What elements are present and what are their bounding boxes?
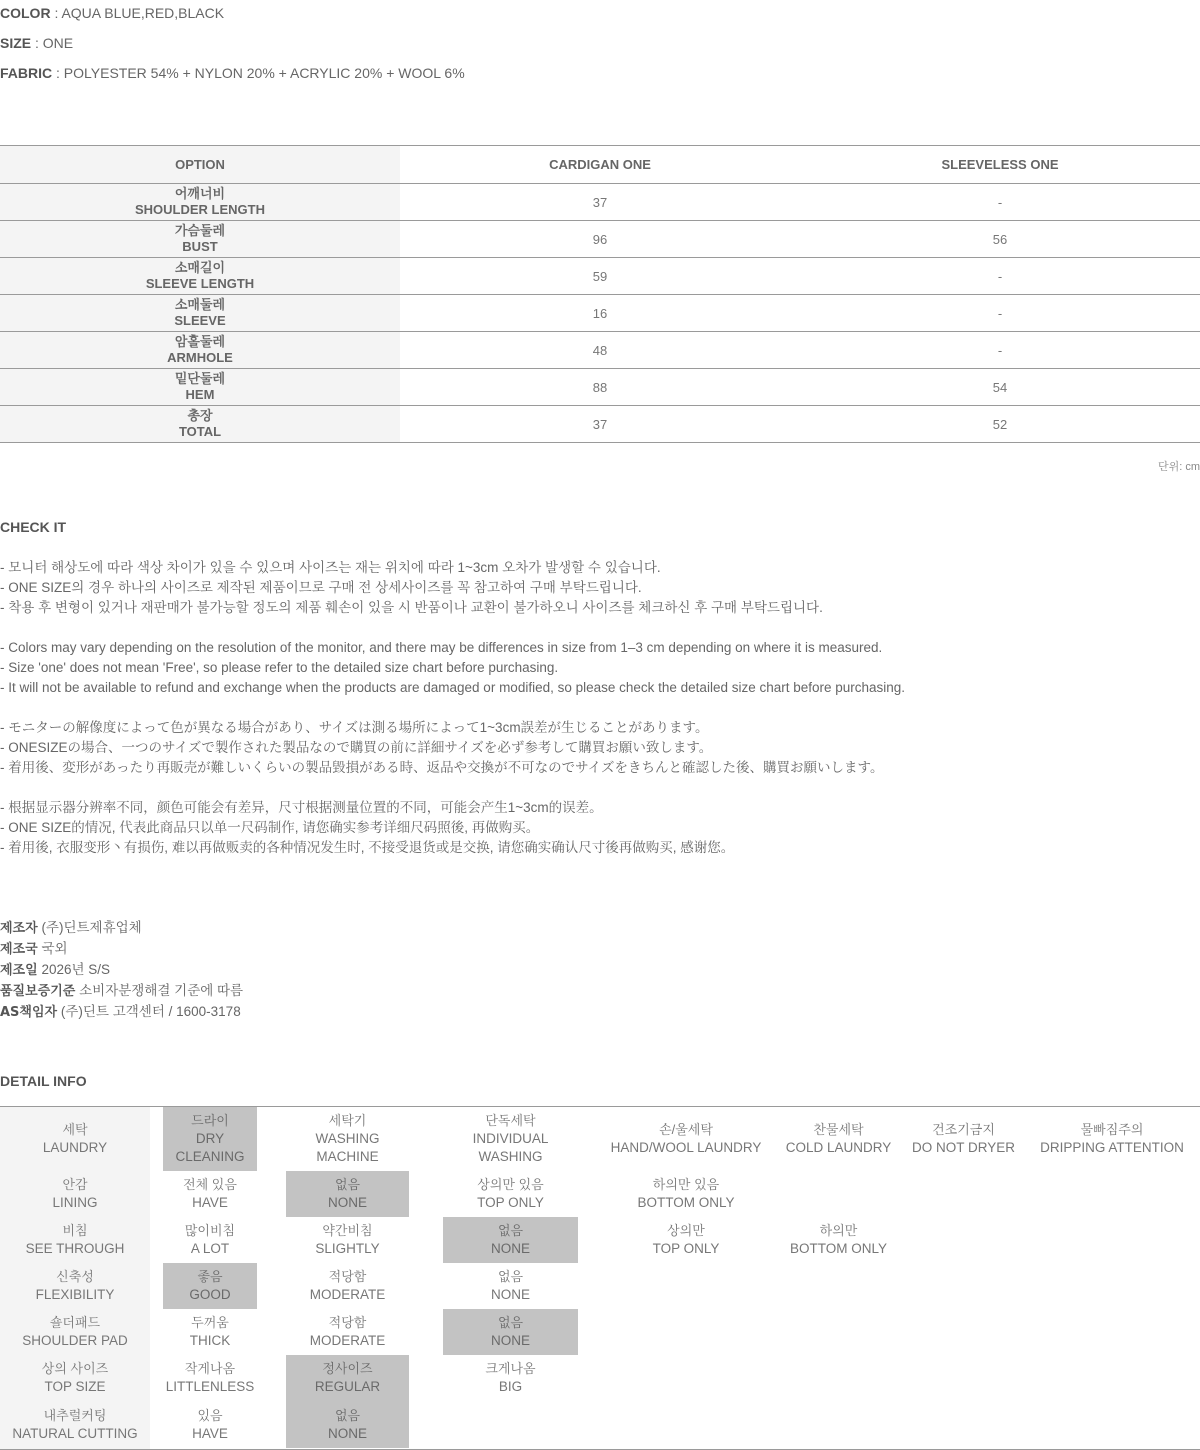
note-gap — [0, 698, 905, 718]
note-gap — [0, 778, 905, 798]
option-ko: 가슴둘레 — [174, 223, 226, 238]
cardigan-value: 88 — [592, 379, 608, 395]
label-ko: 내추럴커팅 — [43, 1407, 107, 1423]
maker-row — [0, 1002, 243, 1023]
check-it-title: CHECK IT — [0, 519, 67, 535]
note-line: - 着用後, 衣服变形丶有损伤, 难以再做贩卖的各种情况发生时, 不接受退货或是交换, 请您确实确认尺寸後再做购买, 感谢您。 — [0, 840, 735, 855]
row-option — [0, 184, 400, 221]
cardigan-value: 37 — [592, 416, 608, 432]
size-table-row — [0, 406, 1200, 443]
maker-label: 제조국 — [0, 942, 38, 957]
detail-option — [286, 1401, 409, 1448]
option-ko: 찬물세탁 — [813, 1122, 864, 1137]
note-line: - 根据显示器分辨率不同，颜色可能会有差异，尺寸根据测量位置的不同，可能会产生1~3cm的误差。 — [0, 800, 603, 815]
option-en: HAVE — [192, 1195, 228, 1210]
option-en: BOTTOM ONLY — [637, 1195, 735, 1210]
maker-label: 품질보증기준 — [0, 984, 76, 999]
size-table-row — [0, 369, 1200, 406]
option-en: NONE — [490, 1333, 530, 1348]
option-en: REGULAR — [314, 1379, 381, 1394]
detail-option — [163, 1263, 257, 1309]
spec-label: COLOR — [0, 5, 51, 21]
note-line: - ONESIZEの場合、一つのサイズで製作された製品なので購買の前に詳細サイズを必ず参考して購買お願い致します。 — [0, 740, 713, 755]
option-ko: 정사이즈 — [322, 1361, 373, 1376]
detail-row-label — [0, 1355, 150, 1401]
maker-row — [0, 918, 243, 939]
row-option — [0, 369, 400, 406]
label-en: SEE THROUGH — [25, 1241, 125, 1256]
option-en: HAVE — [192, 1425, 228, 1441]
option-ko: 건조기금지 — [932, 1122, 995, 1137]
detail-option — [286, 1309, 409, 1355]
option-en: TOTAL — [178, 424, 222, 439]
label-ko: 상의 사이즈 — [41, 1361, 109, 1376]
row-option — [0, 258, 400, 295]
label-en: NATURAL CUTTING — [12, 1425, 138, 1441]
spec-value: : ONE — [31, 35, 74, 51]
row-option — [0, 406, 400, 443]
maker-label: 제조일 — [0, 963, 38, 978]
option-en: BUST — [182, 239, 218, 254]
detail-option — [443, 1217, 578, 1263]
option-ko: 하의만 있음 — [652, 1177, 720, 1192]
detail-option — [606, 1107, 766, 1171]
spec-color — [0, 5, 224, 21]
label-en: LAUNDRY — [42, 1140, 108, 1155]
sleeveless-value: - — [997, 194, 1003, 210]
detail-info-grid — [0, 1106, 1200, 1450]
option-en: NONE — [490, 1287, 530, 1302]
label-ko: 안감 — [62, 1177, 88, 1192]
option-en: HEM — [185, 387, 215, 402]
option-ko: 하의만 — [819, 1223, 858, 1238]
detail-option — [286, 1171, 409, 1217]
detail-option — [443, 1107, 578, 1171]
header-sleeveless: SLEEVELESS ONE — [941, 157, 1059, 172]
note-line: - ONE SIZE의 경우 하나의 사이즈로 제작된 제품이므로 구매 전 상세사이즈를 꼭 참고하여 구매 부탁드립니다. — [0, 580, 642, 595]
sleeveless-value: - — [997, 342, 1003, 358]
note-line: - 모니터 해상도에 따라 색상 차이가 있을 수 있으며 사이즈는 재는 위치에 따라 1~3cm 오차가 발생할 수 있습니다. — [0, 560, 661, 575]
option-ko: 두꺼움 — [191, 1315, 229, 1330]
detail-info-title: DETAIL INFO — [0, 1073, 87, 1089]
option-en: BOTTOM ONLY — [789, 1241, 887, 1256]
sleeveless-value: - — [997, 305, 1003, 321]
note-line: - ONE SIZE的情况, 代表此商品只以单一尺码制作, 请您确实参考详细尺码照後, 再做购买。 — [0, 820, 540, 835]
spec-value: : POLYESTER 54% + NYLON 20% + ACRYLIC 20% + WOOL 6% — [52, 65, 465, 81]
detail-row-label — [0, 1107, 150, 1171]
size-table-row — [0, 221, 1200, 258]
unit-note: 단위: cm — [1157, 461, 1200, 473]
cardigan-value: 48 — [592, 342, 608, 358]
label-en: TOP SIZE — [44, 1379, 106, 1394]
detail-option — [780, 1107, 897, 1171]
option-ko: 단독세탁 — [485, 1113, 536, 1128]
maker-row — [0, 939, 243, 960]
row-option — [0, 221, 400, 258]
maker-row — [0, 981, 243, 1002]
option-ko: 작게나옴 — [184, 1361, 236, 1376]
detail-option — [286, 1217, 409, 1263]
detail-option — [443, 1263, 578, 1309]
size-table-row — [0, 332, 1200, 369]
detail-option — [286, 1355, 409, 1401]
option-ko: 없음 — [334, 1177, 361, 1192]
maker-value: 국외 — [37, 941, 68, 956]
detail-row-label — [0, 1171, 150, 1217]
option-ko: 소매둘레 — [174, 297, 226, 312]
option-en: NONE — [327, 1425, 367, 1441]
option-ko: 총장 — [187, 408, 213, 423]
size-table-row — [0, 184, 1200, 221]
spec-value: : AQUA BLUE,RED,BLACK — [50, 5, 225, 21]
note-line: - Colors may vary depending on the resolution of the monitor, and there may be differences in size from 1–3 cm depending on where it is measured. — [0, 640, 883, 655]
option-ko: 물빠짐주의 — [1080, 1122, 1144, 1137]
label-ko: 세탁 — [62, 1122, 88, 1137]
size-table — [0, 145, 1200, 443]
option-en: SHOULDER LENGTH — [135, 202, 265, 217]
label-ko: 비침 — [62, 1223, 88, 1238]
option-en: SLEEVE — [174, 313, 226, 328]
detail-option — [606, 1217, 766, 1263]
cardigan-value: 96 — [592, 231, 608, 247]
option-ko: 없음 — [334, 1407, 361, 1423]
spec-fabric — [0, 65, 465, 81]
maker-value: 소비자분쟁해결 기준에 따름 — [75, 983, 244, 998]
option-en: TOP ONLY — [652, 1241, 720, 1256]
note-line: - Size 'one' does not mean 'Free', so please refer to the detailed size chart before purchasing. — [0, 660, 559, 675]
maker-label: 제조자 — [0, 921, 38, 936]
detail-option — [163, 1401, 257, 1448]
option-en: BIG — [498, 1379, 523, 1394]
detail-option — [906, 1107, 1021, 1171]
option-ko: 밑단둘레 — [174, 371, 226, 386]
maker-value: (주)딘트제휴업체 — [37, 920, 142, 935]
maker-row — [0, 960, 243, 981]
option-ko: 있음 — [197, 1407, 223, 1423]
detail-option — [163, 1309, 257, 1355]
option-en: NONE — [327, 1195, 367, 1210]
sleeveless-value: 52 — [992, 416, 1008, 432]
label-ko: 숄더패드 — [49, 1315, 101, 1330]
option-ko: 상의만 있음 — [477, 1177, 544, 1192]
note-line: - It will not be available to refund and exchange when the products are damaged or modified, so please check the detailed size chart before purchasing. — [0, 680, 906, 695]
option-en: INDIVIDUAL WASHING — [472, 1131, 549, 1164]
option-en: WASHING MACHINE — [315, 1131, 380, 1164]
cardigan-value: 16 — [592, 305, 608, 321]
row-option — [0, 332, 400, 369]
option-ko: 크게나옴 — [485, 1361, 536, 1376]
check-it-notes — [0, 558, 905, 858]
detail-row-label — [0, 1263, 150, 1309]
header-cardigan: CARDIGAN ONE — [549, 157, 651, 172]
option-en: NONE — [490, 1241, 530, 1256]
option-ko: 없음 — [497, 1315, 524, 1330]
cardigan-value: 59 — [592, 268, 608, 284]
maker-value: (주)딘트 고객센터 / 1600-3178 — [57, 1004, 241, 1019]
sleeveless-value: - — [997, 268, 1003, 284]
option-en: HAND/WOOL LAUNDRY — [610, 1140, 762, 1155]
label-en: SHOULDER PAD — [22, 1333, 128, 1348]
detail-row-label — [0, 1401, 150, 1448]
detail-row-label — [0, 1217, 150, 1263]
spec-label: FABRIC — [0, 65, 53, 81]
sleeveless-value: 54 — [992, 379, 1008, 395]
option-en: MODERATE — [309, 1287, 386, 1302]
spec-size — [0, 35, 73, 51]
detail-row-label — [0, 1309, 150, 1355]
detail-option — [780, 1217, 897, 1263]
sleeveless-value: 56 — [992, 231, 1008, 247]
label-ko: 신축성 — [56, 1269, 94, 1284]
option-ko: 전체 있음 — [183, 1177, 237, 1192]
spec-label: SIZE — [0, 35, 32, 51]
detail-option — [163, 1171, 257, 1217]
option-ko: 암홀둘레 — [174, 334, 226, 349]
maker-info — [0, 918, 243, 1023]
row-option — [0, 295, 400, 332]
note-line: - 着用後、変形があったり再販売が難しいくらいの製品毀損がある時、返品や交換が不可なのでサイズをきちんと確認した後、購買お願いします。 — [0, 760, 884, 775]
option-ko: 없음 — [497, 1269, 524, 1284]
option-ko: 적당함 — [328, 1315, 367, 1330]
detail-option — [1030, 1107, 1194, 1171]
option-en: TOP ONLY — [477, 1195, 544, 1210]
option-en: GOOD — [189, 1287, 231, 1302]
detail-option — [286, 1263, 409, 1309]
detail-option — [606, 1171, 766, 1217]
option-ko: 소매길이 — [174, 260, 226, 275]
option-en: DO NOT DRYER — [911, 1140, 1016, 1155]
option-ko: 적당함 — [328, 1269, 367, 1284]
maker-label: AS책임자 — [0, 1005, 58, 1020]
maker-value: 2026년 S/S — [37, 962, 111, 977]
option-ko: 없음 — [497, 1223, 524, 1238]
option-ko: 어깨너비 — [174, 186, 226, 201]
option-ko: 손/울세탁 — [659, 1122, 713, 1137]
option-ko: 상의만 — [667, 1223, 705, 1238]
option-en: MODERATE — [309, 1333, 386, 1348]
detail-option — [443, 1171, 578, 1217]
note-line: - 착용 후 변형이 있거나 재판매가 불가능할 정도의 제품 훼손이 있을 시 반품이나 교환이 불가하오니 사이즈를 체크하신 후 구매 부탁드립니다. — [0, 600, 823, 615]
header-option: OPTION — [0, 146, 400, 184]
option-ko: 약간비침 — [322, 1223, 373, 1238]
detail-option — [443, 1355, 578, 1401]
note-line: - モニターの解像度によって色が異なる場合があり、サイズは測る場所によって1~3cm誤差が生じることがあります。 — [0, 720, 709, 735]
size-table-row — [0, 258, 1200, 295]
detail-option — [286, 1107, 409, 1171]
label-en: FLEXIBILITY — [35, 1287, 115, 1302]
option-en: SLEEVE LENGTH — [145, 276, 255, 291]
note-gap — [0, 618, 905, 638]
detail-option — [443, 1309, 578, 1355]
option-en: SLIGHTLY — [315, 1241, 380, 1256]
option-en: ARMHOLE — [167, 350, 233, 365]
detail-option — [163, 1107, 257, 1171]
option-en: THICK — [189, 1333, 231, 1348]
size-table-header — [0, 146, 1200, 184]
option-ko: 좋음 — [197, 1269, 223, 1284]
option-ko: 드라이 — [191, 1113, 229, 1128]
detail-option — [163, 1355, 257, 1401]
option-en: A LOT — [190, 1241, 230, 1256]
cardigan-value: 37 — [592, 194, 608, 210]
option-en: LITTLENLESS — [165, 1379, 255, 1394]
label-en: LINING — [52, 1195, 98, 1210]
option-ko: 많이비침 — [184, 1223, 236, 1238]
option-en: DRY CLEANING — [175, 1131, 245, 1164]
option-en: COLD LAUNDRY — [785, 1140, 892, 1155]
option-ko: 세탁기 — [328, 1113, 367, 1128]
detail-option — [163, 1217, 257, 1263]
option-en: DRIPPING ATTENTION — [1040, 1140, 1184, 1155]
size-table-row — [0, 295, 1200, 332]
